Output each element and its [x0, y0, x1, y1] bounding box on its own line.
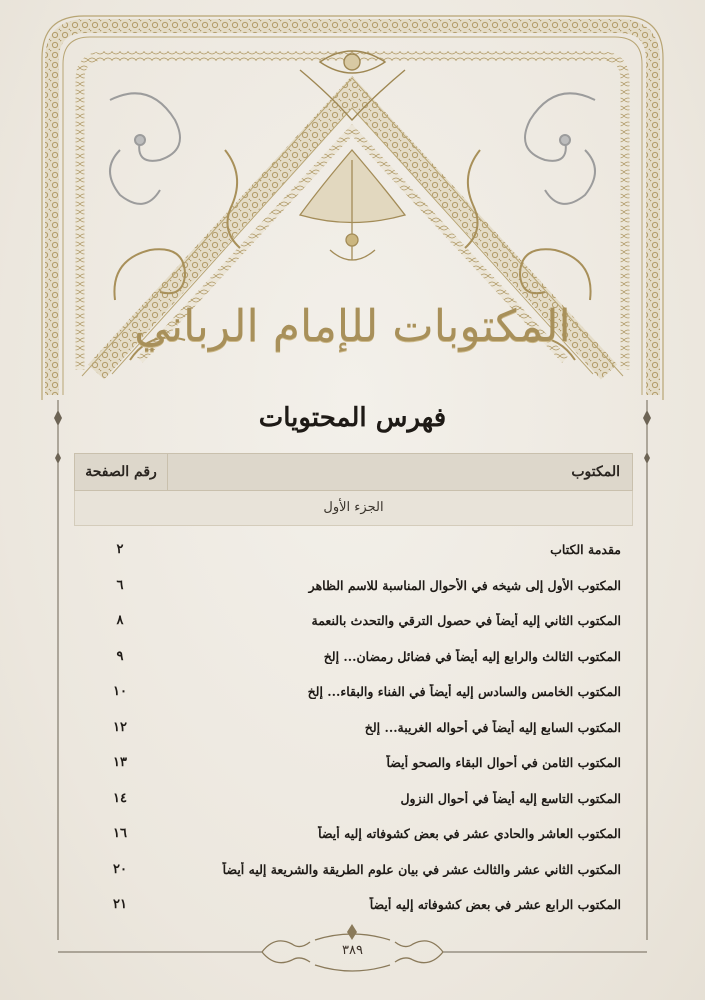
table-rows	[74, 532, 633, 923]
entry-title: المكتوب الخامس والسادس إليه أيضاً في الفناء والبقاء... إلخ	[307, 684, 621, 700]
table-row[interactable]	[74, 816, 633, 852]
table-row[interactable]	[74, 603, 633, 639]
entry-title: المكتوب الرابع عشر في بعض كشوفاته إليه أيضاً	[369, 897, 621, 913]
entry-page: ١٠	[113, 684, 127, 700]
contents-table	[74, 453, 633, 923]
entry-page: ١٣	[113, 755, 127, 771]
entry-page: ٢١	[113, 897, 127, 913]
table-row[interactable]	[74, 532, 633, 568]
table-row[interactable]	[74, 710, 633, 746]
entry-title: مقدمة الكتاب	[550, 542, 621, 558]
part-heading: الجزء الأول	[74, 491, 633, 526]
page-number: ٣٨٩	[342, 943, 363, 958]
book-title: المكتوبات للإمام الرباني	[134, 301, 571, 352]
entry-page: ٨	[116, 613, 124, 629]
entry-title: المكتوب السابع إليه أيضاً في أحواله الغريبة... إلخ	[364, 719, 621, 735]
entry-page: ١٢	[113, 719, 127, 735]
entry-title: المكتوب التاسع إليه أيضاً في أحوال النزول	[400, 790, 621, 806]
entry-page: ١٦	[113, 826, 127, 842]
table-row[interactable]	[74, 639, 633, 675]
entry-page: ٩	[116, 648, 124, 664]
table-row[interactable]	[74, 852, 633, 888]
table-row[interactable]	[74, 674, 633, 710]
entry-title: المكتوب الثاني عشر والثالث عشر في بيان علوم الطريقة والشريعة إليه أيضاً	[222, 861, 621, 877]
table-row[interactable]	[74, 745, 633, 781]
table-row[interactable]	[74, 887, 633, 923]
section-title: فهرس المحتويات	[258, 403, 447, 433]
entry-title: المكتوب الثالث والرابع إليه أيضاً في فضائل رمضان... إلخ	[323, 648, 621, 664]
entry-title: المكتوب الثاني إليه أيضاً في حصول الترقي والتحدث بالنعمة	[311, 613, 621, 629]
table-row[interactable]	[74, 781, 633, 817]
column-header-entry: المكتوب	[167, 454, 632, 490]
column-header-page: رقم الصفحة	[85, 464, 157, 480]
table-row[interactable]	[74, 568, 633, 604]
entry-page: ٦	[116, 577, 124, 593]
entry-page: ٢٠	[113, 861, 127, 877]
entry-title: المكتوب الثامن في أحوال البقاء والصحو أيضاً	[386, 755, 621, 771]
entry-title: المكتوب العاشر والحادي عشر في بعض كشوفاته إليه أيضاً	[318, 826, 621, 842]
entry-page: ١٤	[113, 790, 127, 806]
table-header	[74, 453, 633, 491]
entry-title: المكتوب الأول إلى شيخه في الأحوال المناسبة للاسم الظاهر	[308, 577, 621, 593]
entry-page: ٢	[116, 542, 124, 558]
